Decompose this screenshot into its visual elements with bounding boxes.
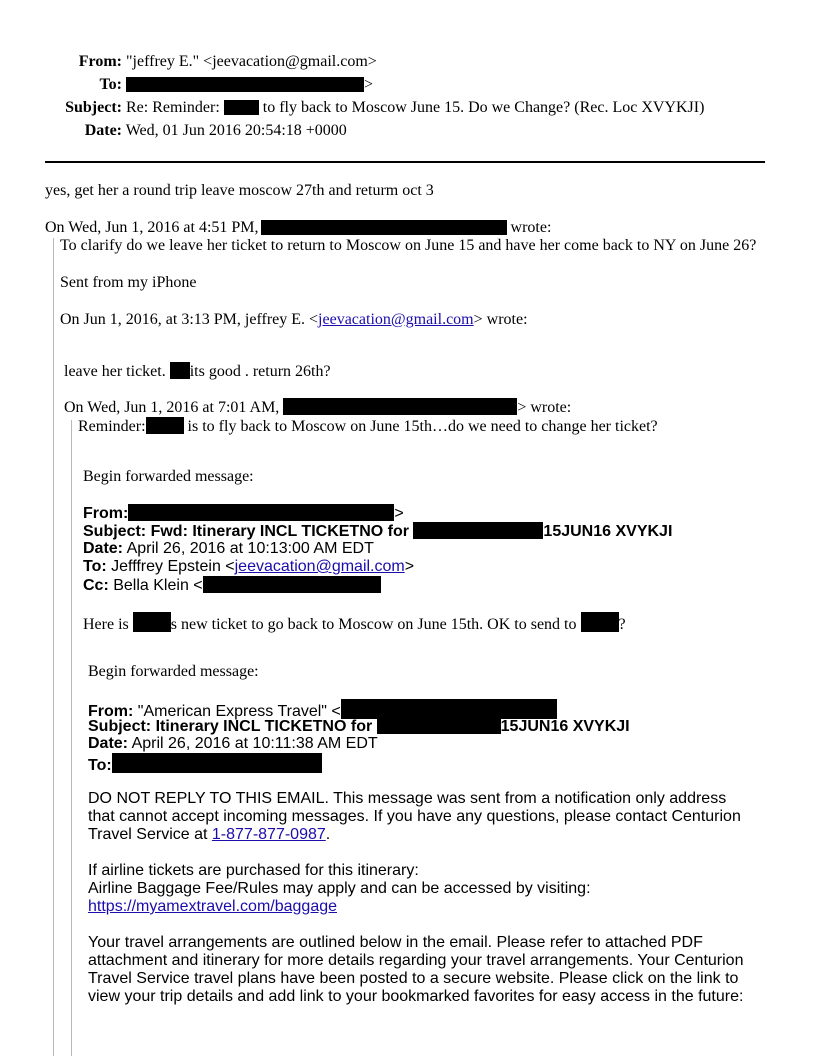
fwd1-subject-post: 15JUN16 XVYKJI <box>543 523 673 540</box>
header-subject-post: to fly back to Moscow June 15. Do we Change? (Rec. Loc XVYKJI) <box>262 99 705 116</box>
fwd1-note-pre: Here is <box>83 616 129 633</box>
fwd1-cc-label: Cc: <box>83 577 109 594</box>
header-date-value: Wed, 01 Jun 2016 20:54:18 +0000 <box>125 122 347 139</box>
fwd2-from-label: From: <box>88 703 134 720</box>
arrangements-line: Travel Service travel plans have been posted to a secure website. Please click on the link to <box>88 970 739 987</box>
quote3-intro <box>64 398 571 417</box>
arrangements-line: attachment and itinerary for more details regarding your travel arrangements. Your Centurion <box>88 952 744 969</box>
fwd2-date-label: Date: <box>88 735 129 752</box>
header-subject-label: Subject: <box>65 99 122 116</box>
header-date-row <box>60 122 347 140</box>
header-subject-pre: Re: Reminder: <box>126 99 220 116</box>
notice-paragraph <box>88 790 741 844</box>
notice-line-post: . <box>325 826 331 843</box>
fwd1-to-email-link[interactable]: jeevacation@gmail.com <box>234 558 405 575</box>
redaction <box>413 522 543 539</box>
quote3-line <box>78 417 658 436</box>
redaction <box>133 612 171 632</box>
fwd2-subject-pre: Itinerary INCL TICKETNO for <box>155 718 373 735</box>
quote2-intro-pre: On Jun 1, 2016, at 3:13 PM, jeffrey E. < <box>60 311 319 328</box>
quote2-line-pre: leave her ticket. <box>64 363 166 380</box>
sent-from: Sent from my iPhone <box>60 274 197 291</box>
redaction <box>112 753 322 773</box>
quote1-line: To clarify do we leave her ticket to return to Moscow on June 15 and have her come back to NY on June 26? <box>60 237 757 254</box>
redaction <box>128 504 394 521</box>
header-from-label: From: <box>78 53 122 70</box>
redaction <box>377 717 501 734</box>
baggage-line: If airline tickets are purchased for this itinerary: <box>88 862 419 879</box>
quote3-line-pre: Reminder: <box>78 418 146 435</box>
notice-line: DO NOT REPLY TO THIS EMAIL. This message was sent from a notification only address <box>88 790 727 807</box>
fwd1-subject-label: Subject: <box>83 523 147 540</box>
arrangements-paragraph <box>88 934 743 1006</box>
quote1-intro <box>45 219 551 237</box>
notice-line-pre: Travel Service at <box>88 826 212 843</box>
quote2-intro-post: > wrote: <box>473 311 528 328</box>
notice-line: that cannot accept incoming messages. If you have any questions, please contact Centurion <box>88 808 741 825</box>
header-to-row <box>60 76 373 94</box>
fwd2-subject-row <box>88 717 630 736</box>
quote1-intro-pre: On Wed, Jun 1, 2016 at 4:51 PM, <box>45 219 259 236</box>
fwd1-to-post: > <box>404 558 415 575</box>
quote2-email-link[interactable]: jeevacation@gmail.com <box>318 311 474 328</box>
fwd2-date-row <box>88 735 378 753</box>
quote3-intro-pre: On Wed, Jun 1, 2016 at 7:01 AM, <box>64 399 280 416</box>
fwd1-note <box>83 612 626 634</box>
fwd1-to-pre: Jefffrey Epstein < <box>111 558 235 575</box>
baggage-line: Airline Baggage Fee/Rules may apply and can be accessed by visiting: <box>88 880 591 897</box>
fwd2-to-row <box>88 753 322 775</box>
fwd1-note-post: ? <box>618 616 626 633</box>
header-subject-row <box>60 99 704 117</box>
fwd1-subject-pre: Fwd: Itinerary INCL TICKETNO for <box>150 523 409 540</box>
baggage-paragraph <box>88 862 591 916</box>
fwd1-from-suffix: > <box>394 505 404 522</box>
fwd1-date-label: Date: <box>83 540 124 557</box>
fwd1-date-row <box>83 540 374 558</box>
fwd1-to-label: To: <box>83 558 107 575</box>
quote-bar-1 <box>53 238 54 1056</box>
header-from-row <box>60 53 377 71</box>
quote3-intro-post: > wrote: <box>517 399 572 416</box>
fwd1-from-label: From: <box>83 505 129 522</box>
fwd2-subject-post: 15JUN16 XVYKJI <box>500 718 630 735</box>
fwd1-subject-row <box>83 522 672 541</box>
redaction <box>581 612 619 632</box>
quote3-line-post: is to fly back to Moscow on June 15th…do we need to change her ticket? <box>187 418 658 435</box>
fwd1-from-row <box>83 504 404 523</box>
notice-line <box>88 826 741 844</box>
quote1-intro-post: wrote: <box>510 219 552 236</box>
phone-link[interactable]: 1-877-877-0987 <box>211 826 326 843</box>
fwd1-cc-value: Bella Klein < <box>113 577 203 594</box>
redaction <box>170 362 190 379</box>
fwd2-from-value: "American Express Travel" < <box>137 703 341 720</box>
redaction <box>261 220 507 235</box>
arrangements-line: view your trip details and add link to your bookmarked favorites for easy access in the future: <box>88 988 744 1005</box>
header-to-label: To: <box>99 76 122 93</box>
quote-bar-2 <box>71 420 72 1056</box>
arrangements-line: Your travel arrangements are outlined below in the email. Please refer to attached PDF <box>88 934 703 951</box>
header-to-suffix: > <box>364 76 374 93</box>
fwd2-to-label: To: <box>88 757 112 774</box>
fwd1-note-mid: s new ticket to go back to Moscow on June 15th. OK to send to <box>170 616 577 633</box>
fwd2-date-value: April 26, 2016 at 10:11:38 AM EDT <box>131 735 378 752</box>
reply-text: yes, get her a round trip leave moscow 27th and returm oct 3 <box>45 182 434 199</box>
header-date-label: Date: <box>84 122 122 139</box>
redaction <box>126 77 364 92</box>
baggage-link[interactable]: https://myamextravel.com/baggage <box>88 898 338 915</box>
redaction <box>341 699 557 719</box>
redaction <box>146 417 184 434</box>
fwd1-begin: Begin forwarded message: <box>83 468 254 485</box>
fwd1-cc-row <box>83 576 381 595</box>
quote2-line <box>64 362 331 381</box>
quote2-intro <box>60 311 528 329</box>
header-divider <box>45 161 765 163</box>
quote2-line-post: its good . return 26th? <box>189 363 331 380</box>
redaction <box>224 100 259 115</box>
header-from-value: "jeffrey E." <jeevacation@gmail.com> <box>126 53 377 70</box>
redaction <box>203 576 381 593</box>
fwd1-to-row <box>83 558 414 576</box>
fwd2-subject-label: Subject: <box>88 718 152 735</box>
fwd1-date-value: April 26, 2016 at 10:13:00 AM EDT <box>126 540 374 557</box>
redaction <box>283 398 517 415</box>
fwd2-begin: Begin forwarded message: <box>88 663 259 680</box>
